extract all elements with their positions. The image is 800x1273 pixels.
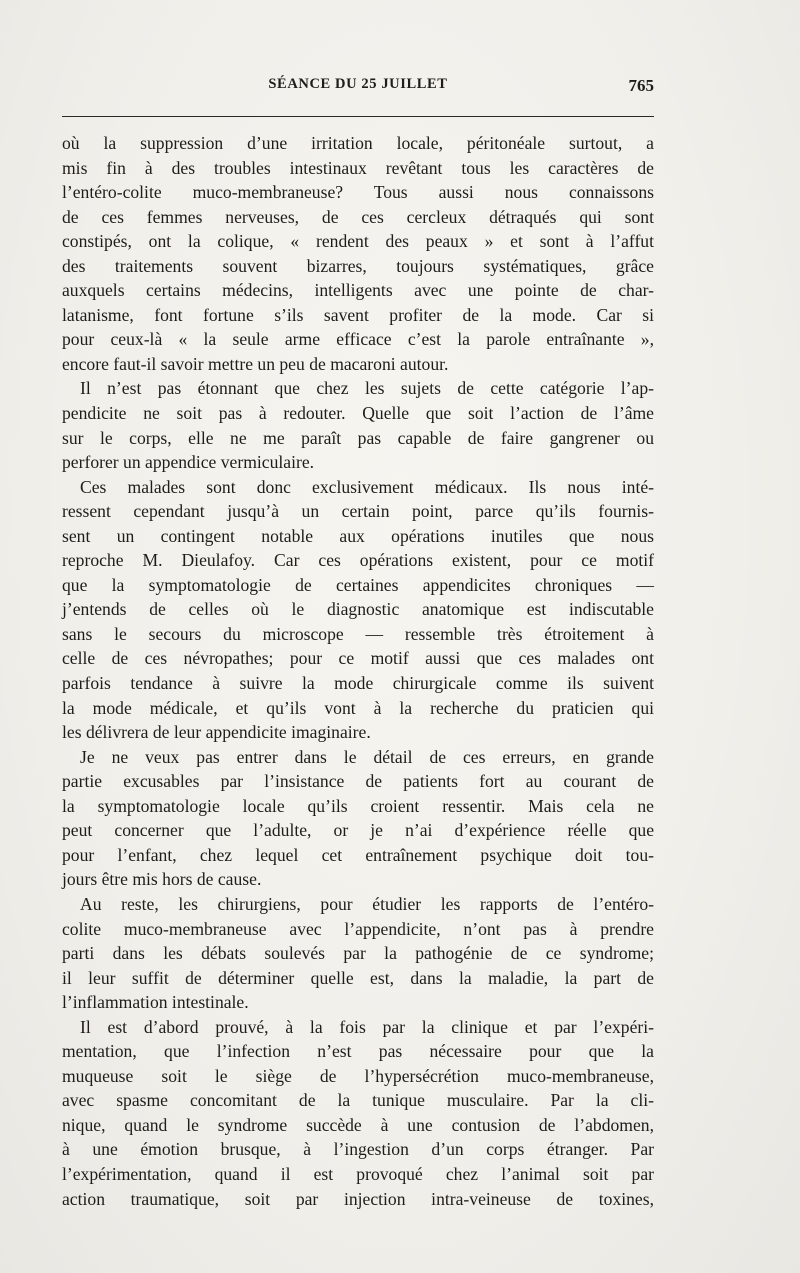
text-line: des traitements souvent bizarres, toujours systématiques, grâce <box>62 255 654 276</box>
text-line: pour ceux-là « la seule arme efficace c’est la parole entraînante », <box>62 329 654 350</box>
header-rule <box>62 116 654 117</box>
text-line: colite muco-membraneuse avec l’appendicite, n’ont pas à prendre <box>62 918 654 939</box>
text-line: latanisme, font fortune s’ils savent profiter de la mode. Car si <box>62 304 654 325</box>
text-line: à une émotion brusque, à l’ingestion d’un corps étranger. Par <box>62 1139 654 1160</box>
text-line: l’expérimentation, quand il est provoqué chez l’animal soit par <box>62 1163 654 1184</box>
text-line: parfois tendance à suivre la mode chirurgicale comme ils suivent <box>62 673 654 694</box>
text-line: que la symptomatologie de certaines appendicites chroniques — <box>62 574 654 595</box>
text-line: action traumatique, soit par injection intra-veineuse de toxines, <box>62 1188 654 1209</box>
text-line: sent un contingent notable aux opérations inutiles que nous <box>62 525 654 546</box>
text-line: sans le secours du microscope — ressemble très étroitement à <box>62 623 654 644</box>
body-text <box>62 131 654 1211</box>
text-line: la symptomatologie locale qu’ils croient ressentir. Mais cela ne <box>62 795 654 816</box>
text-line: celle de ces névropathes; pour ce motif aussi que ces malades ont <box>62 648 654 669</box>
running-title: SÉANCE DU 25 JUILLET <box>268 76 448 92</box>
text-line: Je ne veux pas entrer dans le détail de ces erreurs, en grande <box>80 746 654 767</box>
text-line: reproche M. Dieulafoy. Car ces opérations existent, pour ce motif <box>62 550 654 571</box>
text-line: perforer un appendice vermiculaire. <box>62 452 315 473</box>
page-header <box>62 76 654 100</box>
text-line: pour l’enfant, chez lequel cet entraînement psychique doit tou- <box>62 844 654 865</box>
text-line: Ces malades sont donc exclusivement médicaux. Ils nous inté- <box>80 476 654 497</box>
text-line: jours être mis hors de cause. <box>62 869 262 890</box>
page-number: 765 <box>628 76 654 95</box>
text-line: parti dans les débats soulevés par la pathogénie de ce syndrome; <box>62 943 654 964</box>
text-line: avec spasme concomitant de la tunique musculaire. Par la cli- <box>62 1090 654 1111</box>
text-line: l’entéro-colite muco-membraneuse? Tous aussi nous connaissons <box>62 182 654 203</box>
text-line: j’entends de celles où le diagnostic anatomique est indiscutable <box>62 599 654 620</box>
text-line: de ces femmes nerveuses, de ces cercleux détraqués qui sont <box>62 206 654 227</box>
text-line: mis fin à des troubles intestinaux revêtant tous les caractères de <box>62 157 654 178</box>
text-line: constipés, ont la colique, « rendent des peaux » et sont à l’affut <box>62 231 654 252</box>
text-line: mentation, que l’infection n’est pas nécessaire pour que la <box>62 1041 654 1062</box>
text-line: encore faut-il savoir mettre un peu de macaroni autour. <box>62 353 449 374</box>
text-line: Il est d’abord prouvé, à la fois par la clinique et par l’expéri- <box>80 1016 654 1037</box>
text-line: Au reste, les chirurgiens, pour étudier les rapports de l’entéro- <box>80 893 654 914</box>
text-line: la mode médicale, et qu’ils vont à la recherche du praticien qui <box>62 697 654 718</box>
text-line: partie excusables par l’insistance de patients fort au courant de <box>62 771 654 792</box>
text-line: il leur suffit de déterminer quelle est, dans la maladie, la part de <box>62 967 654 988</box>
text-line: nique, quand le syndrome succède à une contusion de l’abdomen, <box>62 1114 654 1135</box>
text-line: l’inflammation intestinale. <box>62 992 249 1013</box>
text-line: muqueuse soit le siège de l’hypersécrétion muco-membraneuse, <box>62 1065 654 1086</box>
text-line: sur le corps, elle ne me paraît pas capable de faire gangrener ou <box>62 427 654 448</box>
text-line: Il n’est pas étonnant que chez les sujets de cette catégorie l’ap- <box>80 378 654 399</box>
text-line: peut concerner que l’adulte, or je n’ai d’expérience réelle que <box>62 820 654 841</box>
text-line: les délivrera de leur appendicite imaginaire. <box>62 722 371 743</box>
text-line: où la suppression d’une irritation locale, péritonéale surtout, a <box>62 133 654 153</box>
text-line: ressent cependant jusqu’à un certain point, parce qu’ils fournis- <box>62 501 654 522</box>
text-line: auxquels certains médecins, intelligents avec une pointe de char- <box>62 280 654 301</box>
text-line: pendicite ne soit pas à redouter. Quelle que soit l’action de l’âme <box>62 403 654 424</box>
